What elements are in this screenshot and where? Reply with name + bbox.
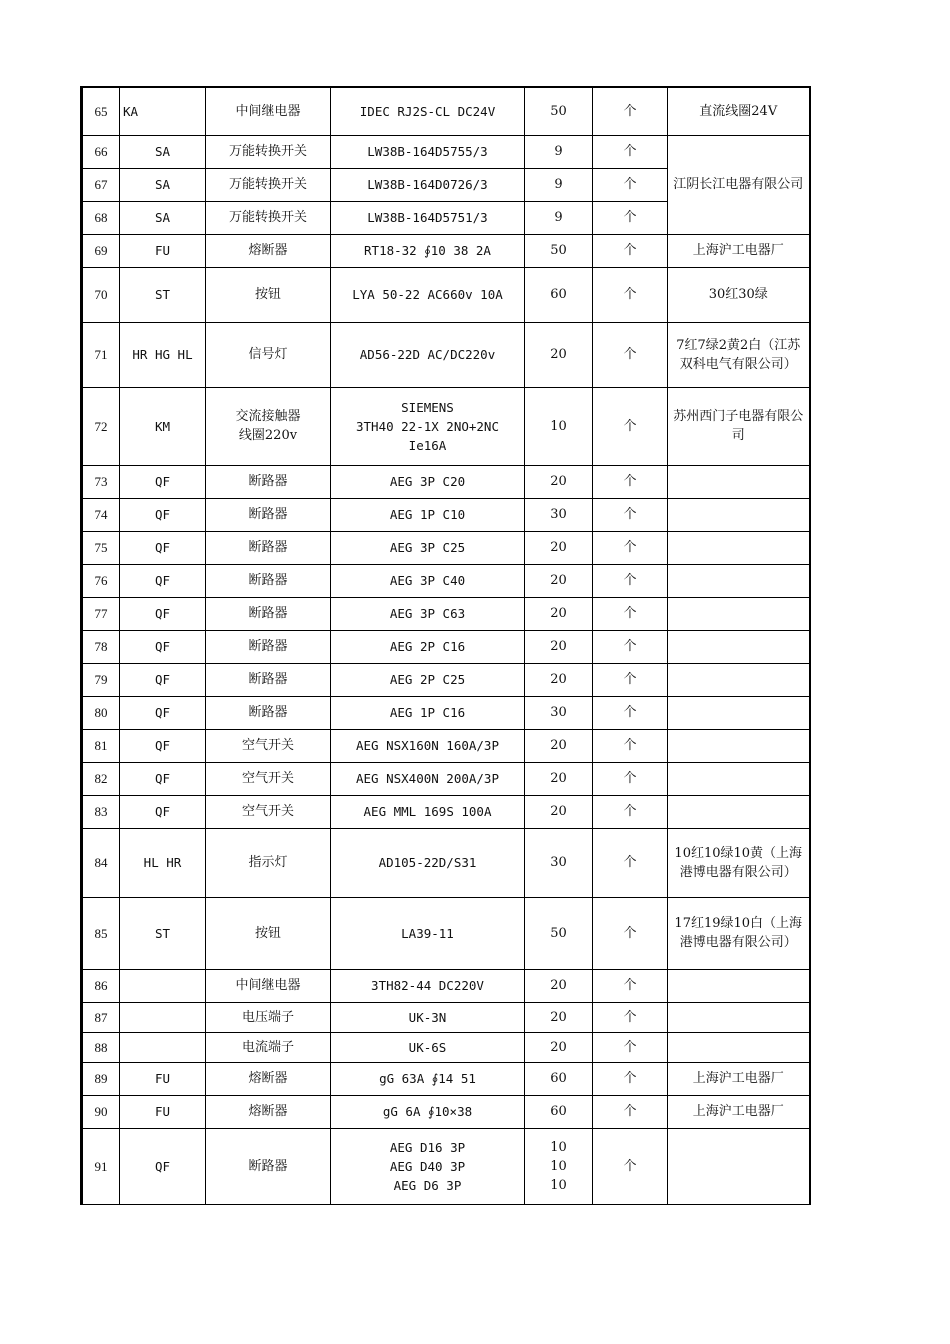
quantity: 20	[525, 795, 593, 828]
quantity: 9	[525, 201, 593, 234]
model-spec: 3TH82-44 DC220V	[331, 969, 525, 1002]
quantity: 20	[525, 1032, 593, 1062]
device-code: FU	[120, 234, 206, 267]
quantity: 20	[525, 729, 593, 762]
unit: 个	[593, 498, 668, 531]
device-code: KM	[120, 387, 206, 465]
quantity: 20	[525, 465, 593, 498]
remark	[668, 531, 810, 564]
device-name: 中间继电器	[206, 87, 331, 135]
device-code: QF	[120, 597, 206, 630]
row-number: 65	[82, 87, 120, 135]
model-spec: AEG MML 169S 100A	[331, 795, 525, 828]
device-code: SA	[120, 135, 206, 168]
quantity: 50	[525, 234, 593, 267]
unit: 个	[593, 630, 668, 663]
table-row	[82, 1062, 810, 1095]
model-spec: AEG 3P C40	[331, 564, 525, 597]
row-number: 78	[82, 630, 120, 663]
remark	[668, 696, 810, 729]
table-row	[82, 696, 810, 729]
row-number: 88	[82, 1032, 120, 1062]
device-code: SA	[120, 201, 206, 234]
table-row	[82, 762, 810, 795]
remark	[668, 597, 810, 630]
model-spec: AD105-22D/S31	[331, 828, 525, 897]
device-name: 断路器	[206, 1128, 331, 1204]
row-number: 76	[82, 564, 120, 597]
unit: 个	[593, 1062, 668, 1095]
row-number: 80	[82, 696, 120, 729]
table-row	[82, 663, 810, 696]
row-number: 83	[82, 795, 120, 828]
device-code: QF	[120, 630, 206, 663]
device-name: 中间继电器	[206, 969, 331, 1002]
materials-table	[80, 86, 811, 1205]
model-spec: LYA 50-22 AC660v 10A	[331, 267, 525, 322]
table-row	[82, 1002, 810, 1032]
unit: 个	[593, 135, 668, 168]
table-row	[82, 1032, 810, 1062]
model-spec: AEG 2P C16	[331, 630, 525, 663]
row-number: 77	[82, 597, 120, 630]
device-name: 断路器	[206, 564, 331, 597]
table-row	[82, 564, 810, 597]
quantity: 60	[525, 267, 593, 322]
remark: 7红7绿2黄2白（江苏双科电气有限公司）	[668, 322, 810, 387]
row-number: 72	[82, 387, 120, 465]
quantity: 20	[525, 762, 593, 795]
quantity: 10 10 10	[525, 1128, 593, 1204]
unit: 个	[593, 201, 668, 234]
table-row	[82, 597, 810, 630]
device-name: 断路器	[206, 630, 331, 663]
device-name: 按钮	[206, 267, 331, 322]
unit: 个	[593, 729, 668, 762]
device-code: QF	[120, 1128, 206, 1204]
quantity: 20	[525, 322, 593, 387]
unit: 个	[593, 531, 668, 564]
unit: 个	[593, 267, 668, 322]
unit: 个	[593, 1002, 668, 1032]
model-spec: gG 63A ∮14 51	[331, 1062, 525, 1095]
table-row	[82, 795, 810, 828]
model-spec: AD56-22D AC/DC220v	[331, 322, 525, 387]
device-name: 熔断器	[206, 234, 331, 267]
unit: 个	[593, 168, 668, 201]
quantity: 20	[525, 531, 593, 564]
row-number: 82	[82, 762, 120, 795]
row-number: 68	[82, 201, 120, 234]
model-spec: AEG NSX160N 160A/3P	[331, 729, 525, 762]
device-code: HR HG HL	[120, 322, 206, 387]
device-code: KA	[120, 87, 206, 135]
quantity: 20	[525, 1002, 593, 1032]
model-spec: AEG 3P C20	[331, 465, 525, 498]
device-name: 断路器	[206, 663, 331, 696]
model-spec: LW38B-164D5755/3	[331, 135, 525, 168]
remark: 直流线圈24V	[668, 87, 810, 135]
model-spec: AEG 1P C10	[331, 498, 525, 531]
remark: 17红19绿10白（上海港博电器有限公司）	[668, 897, 810, 969]
unit: 个	[593, 87, 668, 135]
remark: 上海沪工电器厂	[668, 234, 810, 267]
table-row	[82, 1095, 810, 1128]
model-spec: gG 6A ∮10×38	[331, 1095, 525, 1128]
table-row	[82, 498, 810, 531]
remark	[668, 762, 810, 795]
device-code: QF	[120, 663, 206, 696]
unit: 个	[593, 387, 668, 465]
quantity: 10	[525, 387, 593, 465]
table-row	[82, 234, 810, 267]
device-code: FU	[120, 1062, 206, 1095]
quantity: 60	[525, 1062, 593, 1095]
model-spec: AEG 3P C25	[331, 531, 525, 564]
device-name: 断路器	[206, 531, 331, 564]
device-code: QF	[120, 564, 206, 597]
model-spec: AEG D16 3P AEG D40 3P AEG D6 3P	[331, 1128, 525, 1204]
quantity: 20	[525, 597, 593, 630]
quantity: 20	[525, 630, 593, 663]
device-code: QF	[120, 762, 206, 795]
device-code: SA	[120, 168, 206, 201]
unit: 个	[593, 1032, 668, 1062]
row-number: 87	[82, 1002, 120, 1032]
table-row	[82, 630, 810, 663]
device-name: 断路器	[206, 498, 331, 531]
quantity: 9	[525, 168, 593, 201]
device-code: ST	[120, 897, 206, 969]
model-spec: UK-6S	[331, 1032, 525, 1062]
device-name: 信号灯	[206, 322, 331, 387]
remark	[668, 969, 810, 1002]
table-row	[82, 969, 810, 1002]
table-row	[82, 729, 810, 762]
row-number: 75	[82, 531, 120, 564]
row-number: 86	[82, 969, 120, 1002]
remark	[668, 498, 810, 531]
quantity: 60	[525, 1095, 593, 1128]
unit: 个	[593, 322, 668, 387]
quantity: 50	[525, 897, 593, 969]
row-number: 84	[82, 828, 120, 897]
table-row	[82, 322, 810, 387]
table-row	[82, 897, 810, 969]
device-name: 熔断器	[206, 1095, 331, 1128]
remark: 10红10绿10黄（上海港博电器有限公司）	[668, 828, 810, 897]
remark	[668, 663, 810, 696]
table-row	[82, 267, 810, 322]
row-number: 73	[82, 465, 120, 498]
model-spec: LA39-11	[331, 897, 525, 969]
device-code	[120, 1002, 206, 1032]
remark	[668, 564, 810, 597]
remark	[668, 729, 810, 762]
remark	[668, 1002, 810, 1032]
device-code	[120, 1032, 206, 1062]
row-number: 91	[82, 1128, 120, 1204]
unit: 个	[593, 1095, 668, 1128]
row-number: 66	[82, 135, 120, 168]
unit: 个	[593, 762, 668, 795]
table-row	[82, 387, 810, 465]
device-name: 电流端子	[206, 1032, 331, 1062]
device-code: QF	[120, 795, 206, 828]
model-spec: LW38B-164D5751/3	[331, 201, 525, 234]
unit: 个	[593, 597, 668, 630]
device-name: 万能转换开关	[206, 168, 331, 201]
remark	[668, 465, 810, 498]
remark	[668, 1128, 810, 1204]
device-name: 空气开关	[206, 762, 331, 795]
unit: 个	[593, 465, 668, 498]
table-row	[82, 135, 810, 168]
remark	[668, 795, 810, 828]
device-name: 指示灯	[206, 828, 331, 897]
unit: 个	[593, 1128, 668, 1204]
row-number: 89	[82, 1062, 120, 1095]
row-number: 90	[82, 1095, 120, 1128]
device-code: QF	[120, 465, 206, 498]
device-code: QF	[120, 498, 206, 531]
device-name: 万能转换开关	[206, 135, 331, 168]
unit: 个	[593, 663, 668, 696]
device-name: 断路器	[206, 696, 331, 729]
device-code: ST	[120, 267, 206, 322]
unit: 个	[593, 234, 668, 267]
unit: 个	[593, 564, 668, 597]
model-spec: RT18-32 ∮10 38 2A	[331, 234, 525, 267]
quantity: 20	[525, 663, 593, 696]
unit: 个	[593, 897, 668, 969]
table-row	[82, 87, 810, 135]
quantity: 9	[525, 135, 593, 168]
device-name: 交流接触器 线圈220v	[206, 387, 331, 465]
unit: 个	[593, 828, 668, 897]
device-name: 按钮	[206, 897, 331, 969]
device-name: 万能转换开关	[206, 201, 331, 234]
quantity: 30	[525, 498, 593, 531]
row-number: 70	[82, 267, 120, 322]
model-spec: AEG NSX400N 200A/3P	[331, 762, 525, 795]
quantity: 30	[525, 696, 593, 729]
remark	[668, 630, 810, 663]
quantity: 50	[525, 87, 593, 135]
row-number: 85	[82, 897, 120, 969]
table-row	[82, 1128, 810, 1204]
row-number: 81	[82, 729, 120, 762]
device-name: 断路器	[206, 465, 331, 498]
device-name: 空气开关	[206, 795, 331, 828]
device-name: 熔断器	[206, 1062, 331, 1095]
remark: 上海沪工电器厂	[668, 1095, 810, 1128]
model-spec: LW38B-164D0726/3	[331, 168, 525, 201]
row-number: 71	[82, 322, 120, 387]
remark	[668, 1032, 810, 1062]
model-spec: AEG 3P C63	[331, 597, 525, 630]
device-code: QF	[120, 696, 206, 729]
model-spec: AEG 2P C25	[331, 663, 525, 696]
quantity: 30	[525, 828, 593, 897]
unit: 个	[593, 696, 668, 729]
row-number: 67	[82, 168, 120, 201]
quantity: 20	[525, 969, 593, 1002]
device-name: 断路器	[206, 597, 331, 630]
table-row	[82, 828, 810, 897]
model-spec: AEG 1P C16	[331, 696, 525, 729]
unit: 个	[593, 969, 668, 1002]
device-code: QF	[120, 729, 206, 762]
quantity: 20	[525, 564, 593, 597]
table-row	[82, 465, 810, 498]
model-spec: UK-3N	[331, 1002, 525, 1032]
device-code: HL HR	[120, 828, 206, 897]
device-name: 电压端子	[206, 1002, 331, 1032]
device-name: 空气开关	[206, 729, 331, 762]
remark: 上海沪工电器厂	[668, 1062, 810, 1095]
row-number: 79	[82, 663, 120, 696]
row-number: 74	[82, 498, 120, 531]
remark: 苏州西门子电器有限公司	[668, 387, 810, 465]
model-spec: SIEMENS 3TH40 22-1X 2NO+2NC Ie16A	[331, 387, 525, 465]
device-code: FU	[120, 1095, 206, 1128]
remark: 30红30绿	[668, 267, 810, 322]
device-code: QF	[120, 531, 206, 564]
model-spec: IDEC RJ2S-CL DC24V	[331, 87, 525, 135]
device-code	[120, 969, 206, 1002]
row-number: 69	[82, 234, 120, 267]
remark: 江阴长江电器有限公司	[668, 135, 810, 234]
unit: 个	[593, 795, 668, 828]
table-row	[82, 531, 810, 564]
